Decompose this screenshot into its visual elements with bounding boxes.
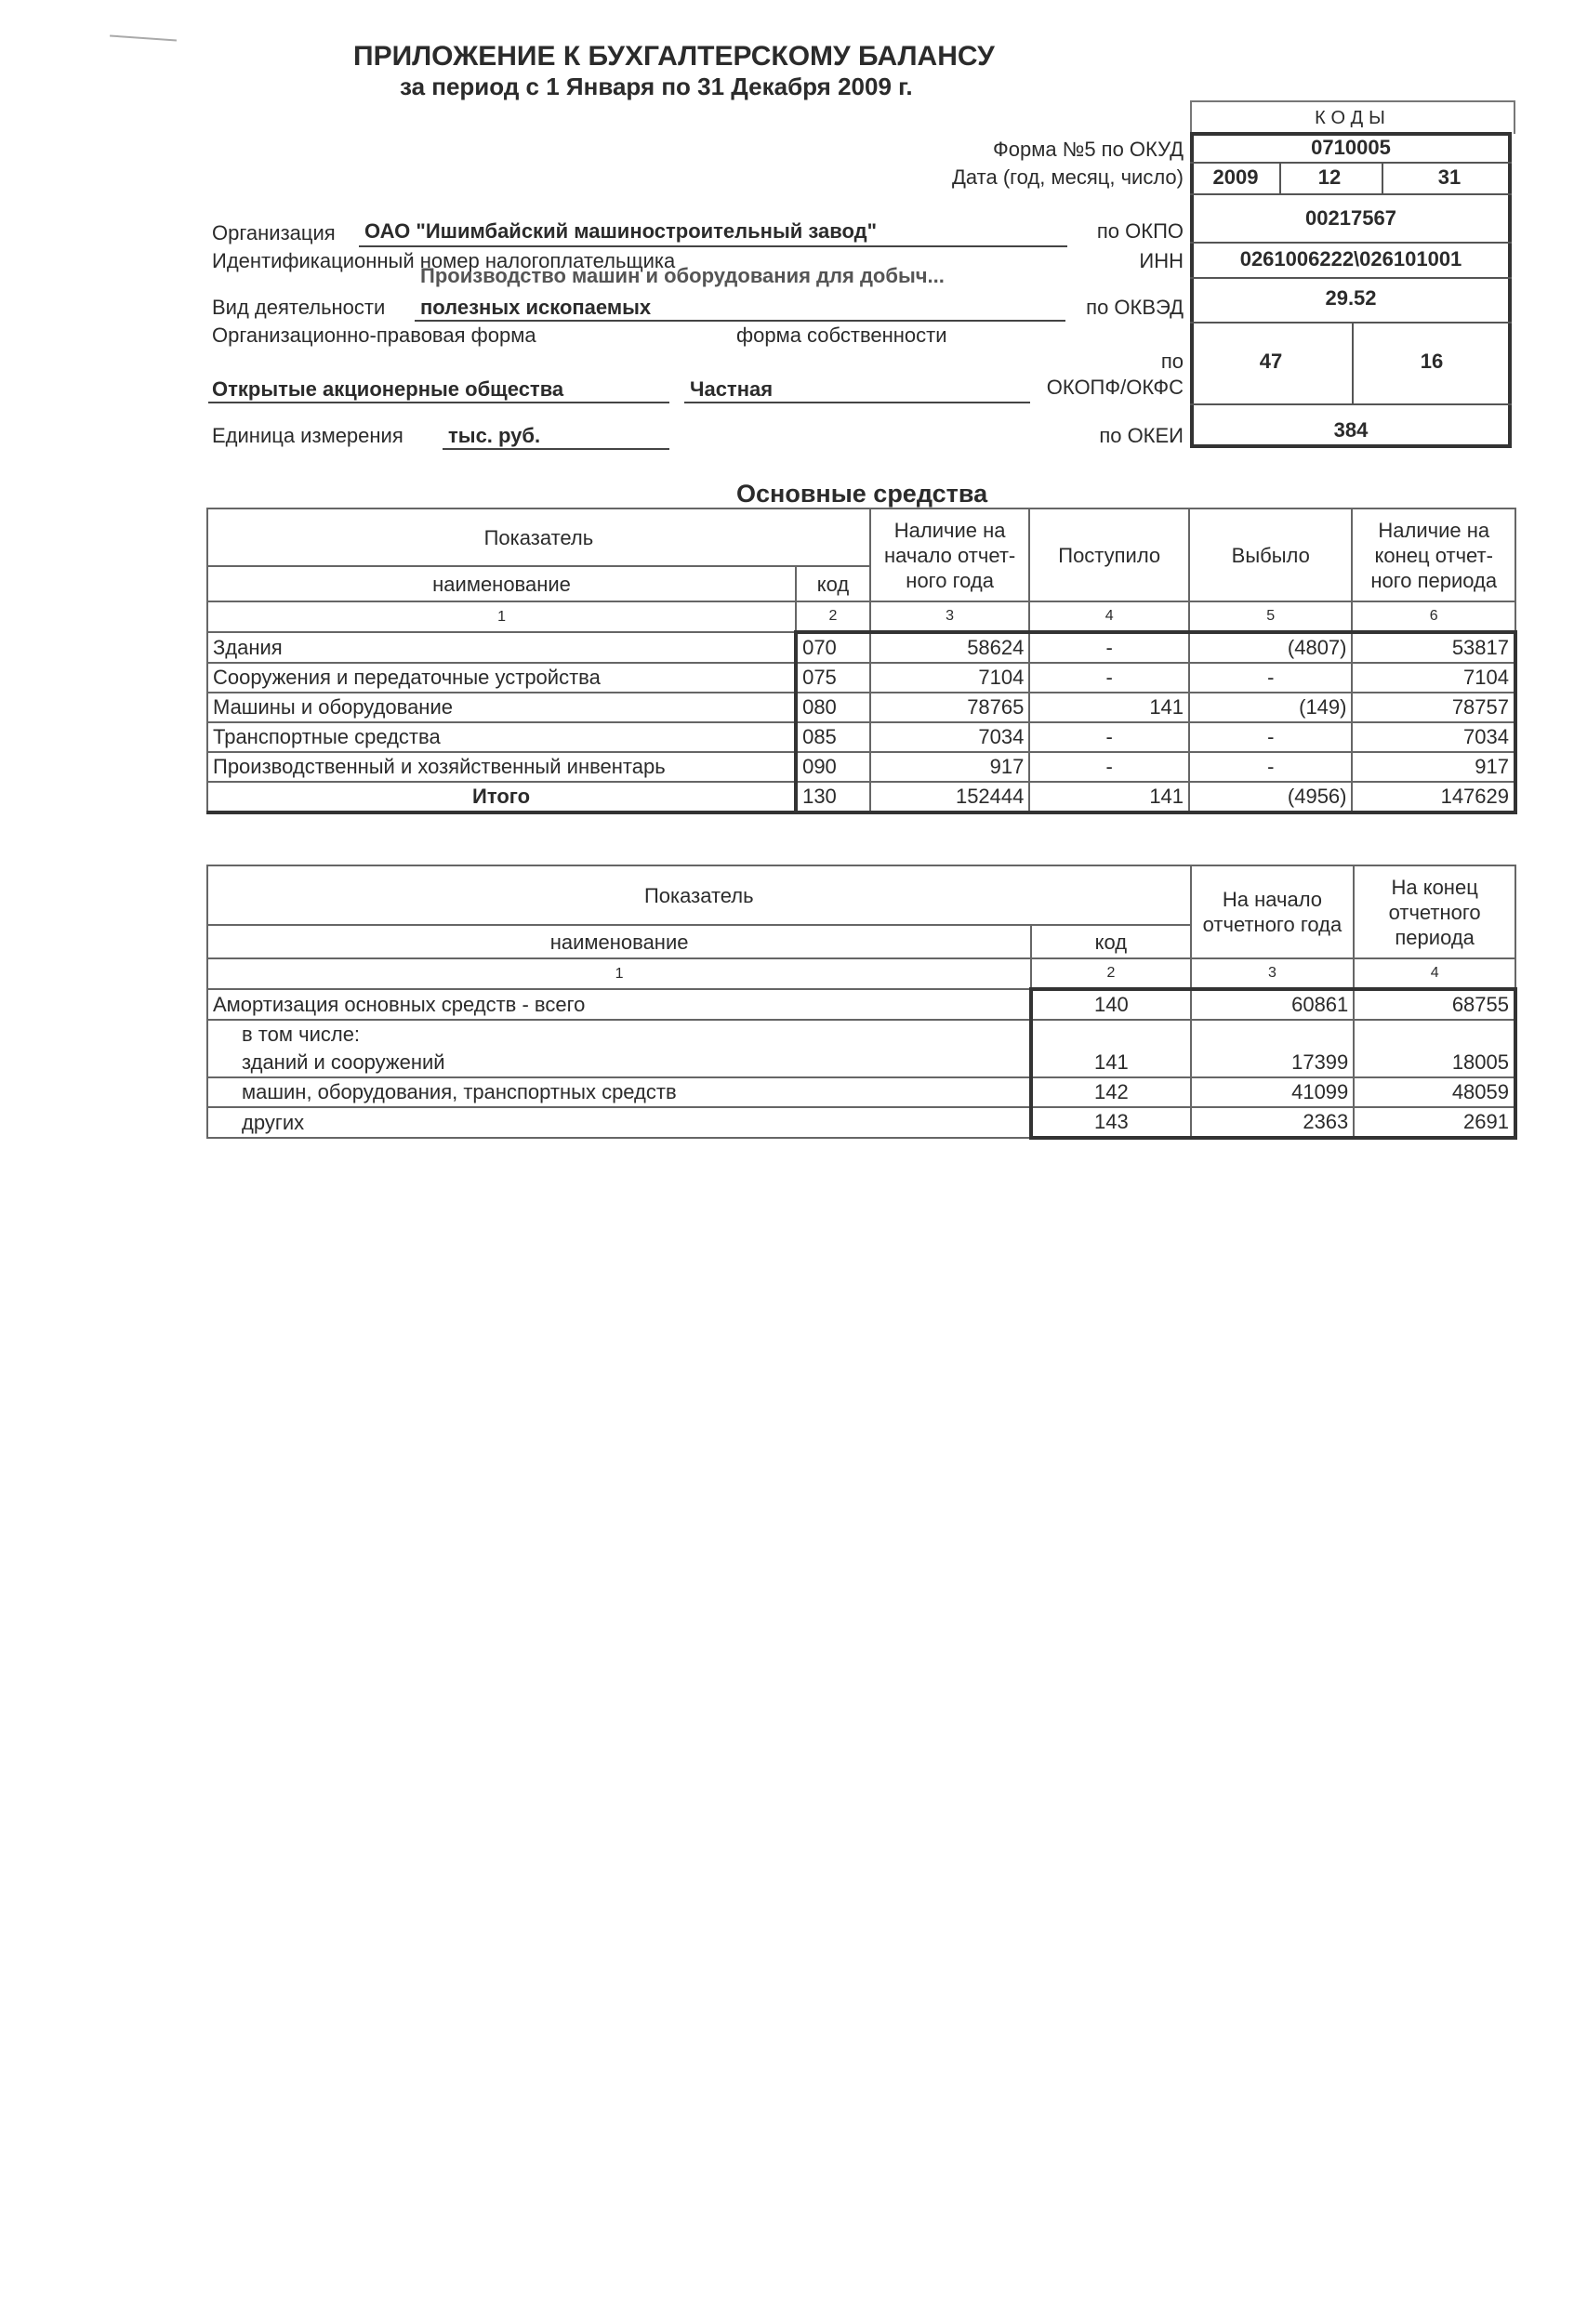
fa-header-indicator: Показатель xyxy=(207,508,870,566)
dep-header-end: На конец отчетного периода xyxy=(1354,865,1515,958)
dep-header-name: наименование xyxy=(207,925,1031,958)
date-year: 2009 xyxy=(1212,165,1259,189)
legal-form-label: Организационно-правовая форма xyxy=(212,324,536,347)
inn-short-label: ИНН xyxy=(1139,249,1184,272)
fa-header-received: Поступило xyxy=(1029,508,1189,601)
date-month: 12 xyxy=(1317,165,1342,189)
org-value: ОАО "Ишимбайский машиностроительный завод" xyxy=(364,219,878,243)
table-row xyxy=(207,1107,1515,1138)
okved-label: по ОКВЭД xyxy=(1086,296,1184,319)
dep-header-indicator: Показатель xyxy=(207,865,1191,925)
fa-row-received: - xyxy=(1029,632,1189,663)
dep-row-start: 41099 xyxy=(1191,1077,1355,1107)
dep-row-end: 18005 xyxy=(1354,1049,1515,1077)
dep-row-code xyxy=(1031,1020,1190,1049)
table-row xyxy=(207,1049,1515,1077)
okud-code: 0710005 xyxy=(1311,136,1391,159)
fa-row-name: Транспортные средства xyxy=(207,722,796,752)
ownership-label: форма собственности xyxy=(736,324,947,347)
okved-code: 29.52 xyxy=(1325,286,1377,310)
fa-row-disposed: - xyxy=(1189,722,1352,752)
fa-header-start: Наличие на начало отчет-ного года xyxy=(870,508,1030,601)
ownership-value: Частная xyxy=(690,377,774,401)
fa-row-received: - xyxy=(1029,663,1189,693)
dep-row-code: 140 xyxy=(1031,989,1190,1020)
dep-row-name: в том числе: xyxy=(207,1020,1031,1049)
org-underline xyxy=(359,245,1067,247)
dep-index: 3 xyxy=(1191,958,1355,989)
dep-row-name: других xyxy=(207,1107,1031,1138)
scan-mark xyxy=(110,34,177,41)
inn-label: Идентификационный номер налогоплательщика xyxy=(212,249,676,272)
fa-index: 6 xyxy=(1352,601,1515,632)
fa-row-start: 78765 xyxy=(870,693,1030,722)
activity-value-line1: Производство машин и оборудования для добыч... xyxy=(420,264,945,287)
inn-code: 0261006222\026101001 xyxy=(1239,247,1462,271)
fa-row-name: Здания xyxy=(207,632,796,663)
dep-row-start: 2363 xyxy=(1191,1107,1355,1138)
dep-row-end: 48059 xyxy=(1354,1077,1515,1107)
dep-row-code: 141 xyxy=(1031,1049,1190,1077)
fa-row-disposed: - xyxy=(1189,752,1352,782)
legal-form-underline xyxy=(208,402,669,403)
dep-row-start xyxy=(1191,1020,1355,1049)
fa-row-code: 090 xyxy=(796,752,870,782)
fa-index: 3 xyxy=(870,601,1030,632)
table-row xyxy=(207,752,1515,782)
dep-header-start: На начало отчетного года xyxy=(1191,865,1355,958)
fa-row-start: 7104 xyxy=(870,663,1030,693)
fa-total-code: 130 xyxy=(796,782,870,812)
fa-total-end: 147629 xyxy=(1352,782,1515,812)
fa-row-name: Машины и оборудование xyxy=(207,693,796,722)
unit-value: тыс. руб. xyxy=(448,424,541,447)
dep-row-start: 17399 xyxy=(1191,1049,1355,1077)
fa-row-received: 141 xyxy=(1029,693,1189,722)
date-label: Дата (год, месяц, число) xyxy=(951,165,1184,189)
org-label: Организация xyxy=(212,221,336,244)
ownership-underline xyxy=(684,402,1030,403)
fa-row-end: 7034 xyxy=(1352,722,1515,752)
dep-row-end xyxy=(1354,1020,1515,1049)
fa-row-end: 917 xyxy=(1352,752,1515,782)
fa-row-disposed: (4807) xyxy=(1189,632,1352,663)
dep-header-code: код xyxy=(1031,925,1190,958)
page-period: за период с 1 Января по 31 Декабря 2009 г. xyxy=(400,73,913,100)
table-row xyxy=(207,632,1515,663)
dep-row-end: 2691 xyxy=(1354,1107,1515,1138)
fa-row-name: Производственный и хозяйственный инвентарь xyxy=(207,752,796,782)
activity-underline xyxy=(415,320,1065,322)
fa-row-code: 085 xyxy=(796,722,870,752)
table-row xyxy=(207,989,1515,1020)
okpo-label: по ОКПО xyxy=(1096,219,1184,243)
fa-row-start: 7034 xyxy=(870,722,1030,752)
dep-row-name: зданий и сооружений xyxy=(207,1049,1031,1077)
dep-row-code: 143 xyxy=(1031,1107,1190,1138)
dep-row-code: 142 xyxy=(1031,1077,1190,1107)
dep-index: 1 xyxy=(207,958,1031,989)
okopf-label-1: по xyxy=(1160,350,1184,373)
fa-index: 5 xyxy=(1189,601,1352,632)
okfs-code: 16 xyxy=(1420,350,1444,373)
fa-row-end: 53817 xyxy=(1352,632,1515,663)
dep-row-name: машин, оборудования, транспортных средств xyxy=(207,1077,1031,1107)
table-row xyxy=(207,663,1515,693)
fa-row-end: 7104 xyxy=(1352,663,1515,693)
okei-code: 384 xyxy=(1333,418,1369,442)
fa-row-code: 070 xyxy=(796,632,870,663)
fa-total-start: 152444 xyxy=(870,782,1030,812)
fa-row-received: - xyxy=(1029,722,1189,752)
activity-label: Вид деятельности xyxy=(212,296,386,319)
table-row xyxy=(207,1020,1515,1049)
legal-form-value: Открытые акционерные общества xyxy=(212,377,564,401)
fa-row-name: Сооружения и передаточные устройства xyxy=(207,663,796,693)
okopf-code: 47 xyxy=(1259,350,1283,373)
fa-total-disposed: (4956) xyxy=(1189,782,1352,812)
okud-label: Форма №5 по ОКУД xyxy=(993,138,1184,161)
fa-row-received: - xyxy=(1029,752,1189,782)
fa-header-name: наименование xyxy=(207,566,796,601)
fa-row-end: 78757 xyxy=(1352,693,1515,722)
dep-row-end: 68755 xyxy=(1354,989,1515,1020)
okopf-label-2: ОКОПФ/ОКФС xyxy=(1046,376,1184,399)
okei-label: по ОКЕИ xyxy=(1099,424,1184,447)
table-row xyxy=(207,1077,1515,1107)
dep-row-start: 60861 xyxy=(1191,989,1355,1020)
table-row xyxy=(207,693,1515,722)
fa-row-start: 917 xyxy=(870,752,1030,782)
table-row xyxy=(207,722,1515,752)
fa-index: 1 xyxy=(207,601,796,632)
codes-header: КОДЫ xyxy=(1190,100,1515,134)
okpo-code: 00217567 xyxy=(1305,206,1396,230)
dep-index: 2 xyxy=(1031,958,1190,989)
fa-header-end: Наличие на конец отчет-ного периода xyxy=(1352,508,1515,601)
total-row xyxy=(207,782,1515,812)
activity-value: полезных ископаемых xyxy=(420,296,652,319)
depreciation-table xyxy=(206,865,1517,1140)
dep-row-name: Амортизация основных средств - всего xyxy=(207,989,1031,1020)
fa-header-disposed: Выбыло xyxy=(1189,508,1352,601)
codes-box xyxy=(1190,100,1515,452)
fa-total-name: Итого xyxy=(207,782,796,812)
date-day: 31 xyxy=(1437,165,1462,189)
page-title: ПРИЛОЖЕНИЕ К БУХГАЛТЕРСКОМУ БАЛАНСУ xyxy=(353,41,995,72)
fixed-assets-title: Основные средства xyxy=(736,480,988,508)
unit-label: Единица измерения xyxy=(212,424,403,447)
dep-index: 4 xyxy=(1354,958,1515,989)
fa-index: 2 xyxy=(796,601,870,632)
fa-row-disposed: - xyxy=(1189,663,1352,693)
fa-row-start: 58624 xyxy=(870,632,1030,663)
fa-row-disposed: (149) xyxy=(1189,693,1352,722)
fa-index: 4 xyxy=(1029,601,1189,632)
fixed-assets-table xyxy=(206,508,1517,814)
fa-row-code: 075 xyxy=(796,663,870,693)
unit-underline xyxy=(443,448,669,450)
fa-header-code: код xyxy=(796,566,870,601)
fa-row-code: 080 xyxy=(796,693,870,722)
fa-total-received: 141 xyxy=(1029,782,1189,812)
